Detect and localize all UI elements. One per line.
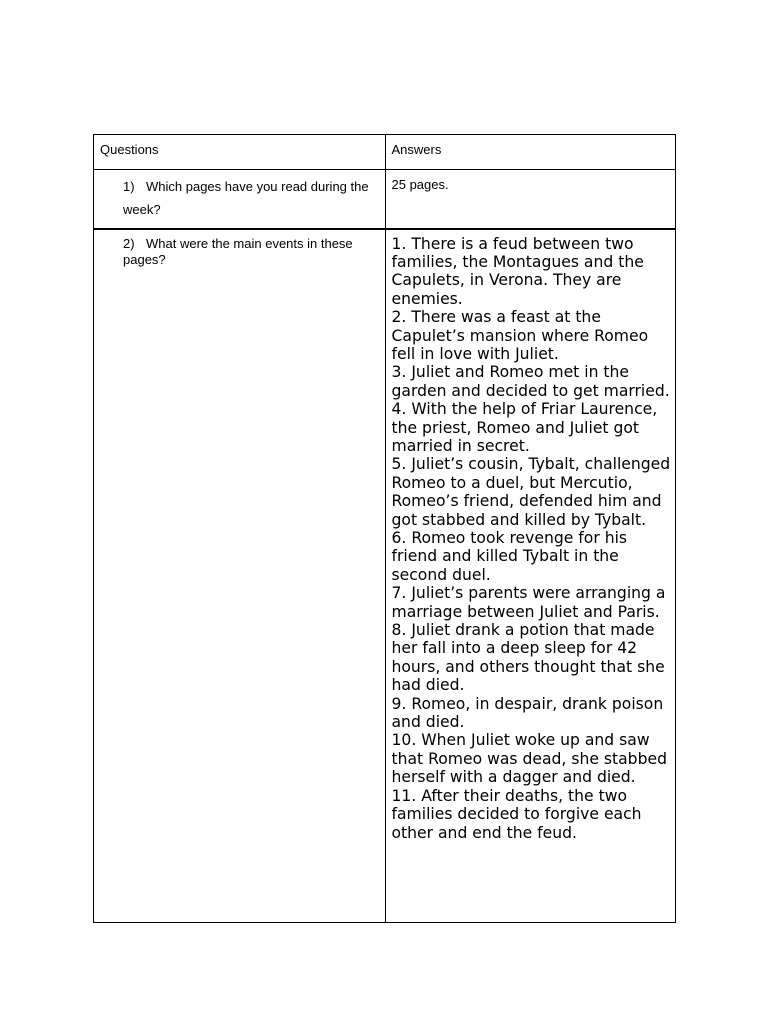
question-text: What were the main events in these pages? [123, 235, 353, 267]
answer-cell [385, 229, 676, 923]
list-item: 8. Juliet drank a potion that made her fall into a deep sleep for 42 hours, and others thought that she had died. [391, 621, 665, 695]
question-number: 2) [123, 235, 135, 251]
list-item: 11. After their deaths, the two families decided to forgive each other and end the feud. [391, 786, 642, 842]
list-item: 2. There was a feast at the Capulet’s mansion where Romeo fell in love with Juliet. [391, 308, 649, 363]
questions-header: Questions [94, 135, 386, 170]
answers-header: Answers [385, 135, 676, 170]
question-text: Which pages have you read during the week? [123, 179, 369, 217]
events-list [386, 230, 676, 842]
list-item: 1. There is a feud between two families, the Montagues and the Capulets, in Verona. They are enemies. [391, 234, 644, 308]
list-item: 10. When Juliet woke up and saw that Romeo was dead, she stabbed herself with a dagger and died. [391, 731, 667, 787]
table-row [94, 170, 676, 229]
answer-cell: 25 pages. [385, 170, 676, 229]
questions-answers-table [93, 134, 676, 923]
list-item: 6. Romeo took revenge for his friend and killed Tybalt in the second duel. [391, 529, 628, 584]
list-item: 5. Juliet’s cousin, Tybalt, challenged Romeo to a duel, but Mercutio, Romeo’s friend, defended him and got stabbed and killed by Tybalt. [391, 455, 671, 529]
question-cell [94, 229, 386, 923]
table-header-row [94, 135, 676, 170]
list-item: 9. Romeo, in despair, drank poison and died. [391, 694, 664, 732]
question-number: 1) [123, 179, 135, 194]
question-cell [94, 170, 386, 229]
list-item: 3. Juliet and Romeo met in the garden and decided to get married. [391, 363, 670, 400]
table-row [94, 229, 676, 923]
list-item: 7. Juliet’s parents were arranging a marriage between Juliet and Paris. [391, 584, 666, 621]
list-item: 4. With the help of Friar Laurence, the priest, Romeo and Juliet got married in secret. [391, 400, 658, 455]
